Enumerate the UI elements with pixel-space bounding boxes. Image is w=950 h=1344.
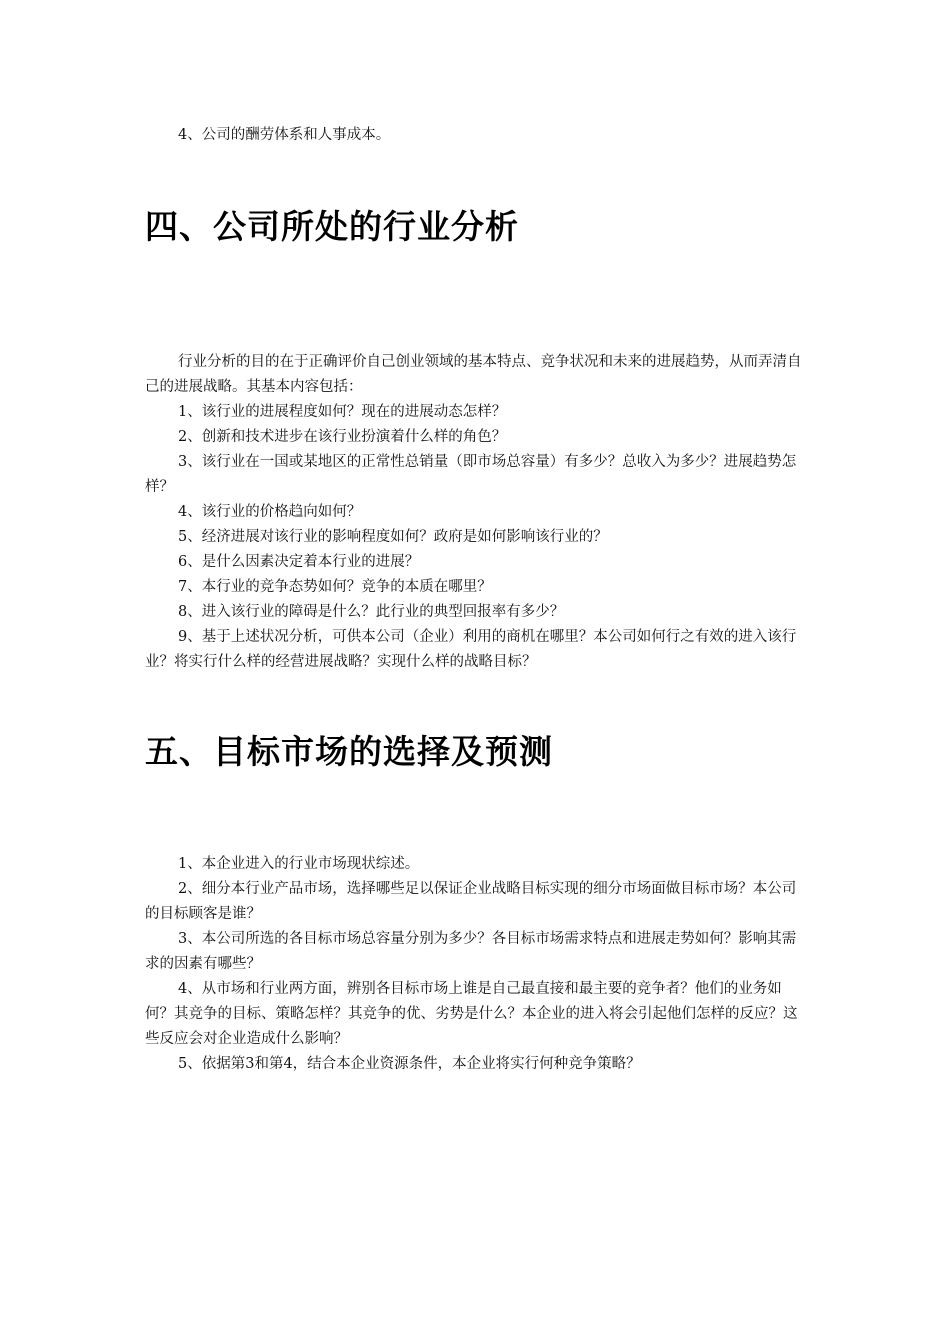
paragraph-item: 4、公司的酬劳体系和人事成本。 xyxy=(178,127,391,143)
list-item: 3、该行业在一国或某地区的正常性总销量（即市场总容量）有多少？总收入为多少？进展趋势怎样？ xyxy=(145,454,797,495)
paragraph-intro: 行业分析的目的在于正确评价自己创业领域的基本特点、竞争状况和未来的进展趋势，从而弄清自己的进展战略。其基本内容包括： xyxy=(145,354,802,395)
list-item: 7、本行业的竞争态势如何？竞争的本质在哪里？ xyxy=(178,579,492,595)
section-heading-industry-analysis: 四、公司所处的行业分析 xyxy=(145,207,519,246)
list-item: 2、细分本行业产品市场，选择哪些足以保证企业战略目标实现的细分市场面做目标市场？本公司的目标顾客是谁？ xyxy=(145,881,797,922)
list-item: 1、该行业的进展程度如何？现在的进展动态怎样？ xyxy=(178,404,507,420)
list-item: 9、基于上述状况分析，可供本公司（企业）利用的商机在哪里？本公司如何行之有效的进入该行业？将实行什么样的经营进展战略？实现什么样的战略目标？ xyxy=(145,629,797,670)
list-item: 4、该行业的价格趋向如何？ xyxy=(178,504,362,520)
list-item: 3、本公司所选的各目标市场总容量分别为多少？各目标市场需求特点和进展走势如何？影响其需求的因素有哪些？ xyxy=(145,931,797,972)
list-item: 6、是什么因素决定着本行业的进展？ xyxy=(178,554,420,570)
section-heading-target-market: 五、目标市场的选择及预测 xyxy=(145,732,553,771)
list-item: 5、依据第3和第4，结合本企业资源条件，本企业将实行何种竞争策略？ xyxy=(178,1056,641,1072)
list-item: 5、经济进展对该行业的影响程度如何？政府是如何影响该行业的？ xyxy=(178,529,608,545)
list-item: 8、进入该行业的障碍是什么？此行业的典型回报率有多少？ xyxy=(178,604,565,620)
list-item: 1、本企业进入的行业市场现状综述。 xyxy=(178,856,420,872)
list-item: 2、创新和技术进步在该行业扮演着什么样的角色？ xyxy=(178,429,507,445)
list-item: 4、从市场和行业两方面，辨别各目标市场上谁是自己最直接和最主要的竞争者？他们的业务如何？其竞争的目标、策略怎样？其竞争的优、劣势是什么？本企业的进入将会引起他们怎样的反应？这些反应会对企业造成什么影响？ xyxy=(145,981,798,1047)
